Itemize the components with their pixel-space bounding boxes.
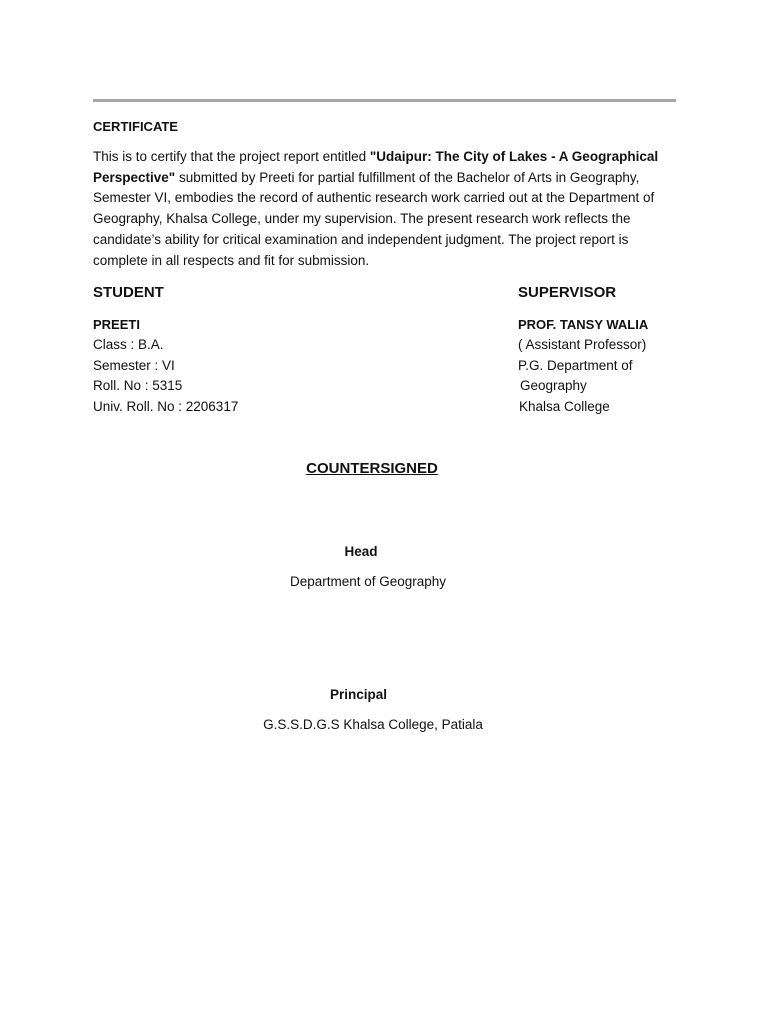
student-univ-roll-no: Univ. Roll. No : 2206317 <box>93 399 239 414</box>
supervisor-designation: ( Assistant Professor) <box>518 337 647 352</box>
paragraph-body: submitted by Preeti for partial fulfillment of the Bachelor of Arts in Geography, Semester VI, embodies the record of authentic research work carried out at the Department of Geography, Khalsa College, under my supervision. The present research work reflects the candidate’s ability for critical examination and independent judgment. The project report is complete in all respects and fit for submission. <box>93 169 655 268</box>
student-semester: Semester : VI <box>93 358 175 373</box>
paragraph-intro: This is to certify that the project report entitled <box>93 149 370 164</box>
supervisor-department-line1: P.G. Department of <box>518 358 633 373</box>
head-department: Department of Geography <box>289 574 447 589</box>
student-roll-no: Roll. No : 5315 <box>93 378 183 393</box>
countersigned-heading <box>0 460 744 477</box>
student-name: PREETI <box>93 317 140 332</box>
supervisor-department-line2: Geography <box>520 378 587 393</box>
student-heading: STUDENT <box>93 284 164 301</box>
student-class: Class : B.A. <box>93 337 164 352</box>
head-title: Head <box>344 544 378 559</box>
supervisor-name: PROF. TANSY WALIA <box>518 317 649 332</box>
countersigned-heading-text: COUNTERSIGNED <box>306 460 438 477</box>
certificate-heading: CERTIFICATE <box>93 119 178 134</box>
supervisor-heading: SUPERVISOR <box>518 284 617 301</box>
project-title: "Udaipur: The City of Lakes - A Geographical Perspective" <box>93 149 659 185</box>
certificate-paragraph <box>93 147 673 271</box>
principal-title: Principal <box>329 687 388 702</box>
supervisor-college: Khalsa College <box>519 399 610 414</box>
principal-college: G.S.S.D.G.S Khalsa College, Patiala <box>263 717 483 732</box>
top-divider <box>93 99 676 102</box>
